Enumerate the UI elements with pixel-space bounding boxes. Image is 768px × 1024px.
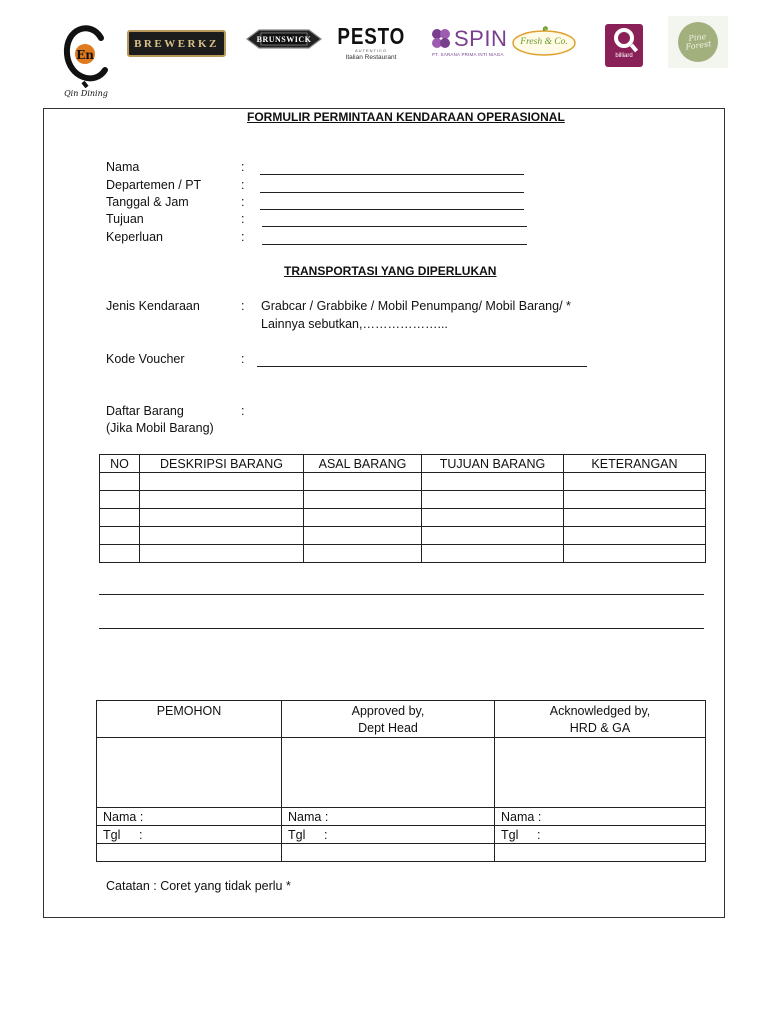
table-cell[interactable] [564,473,706,491]
table-cell[interactable] [564,527,706,545]
field-colon: : [241,352,245,366]
goods-col-no: NO [100,455,140,473]
spin-logo-name: SPIN [454,25,508,51]
field-line-nama[interactable] [260,174,524,175]
transport-heading: TRANSPORTASI YANG DIPERLUKAN [284,264,497,278]
table-cell[interactable] [304,509,422,527]
qin-dining-logo [56,18,116,100]
goods-note: (Jika Mobil Barang) [106,421,214,435]
table-cell[interactable] [422,509,564,527]
signature-col-pemohon [97,701,282,738]
vehicle-other[interactable]: Lainnya sebutkan,………………... [261,317,448,331]
form-title: FORMULIR PERMINTAAN KENDARAAN OPERASIONAL [247,110,565,124]
table-cell[interactable] [140,509,304,527]
signature-date-colon: : [324,827,328,842]
signature-blank-cell[interactable] [282,844,495,862]
field-colon: : [241,299,245,313]
voucher-line[interactable] [257,366,587,367]
green-logo-text: Pine Forest [685,31,712,52]
table-row [100,545,706,563]
table-cell[interactable] [564,509,706,527]
signature-col-subtitle: HRD & GA [569,721,631,735]
signature-col-subtitle: Dept Head [358,721,418,735]
table-row [100,509,706,527]
table-cell[interactable] [140,491,304,509]
brunswick-logo [245,26,323,52]
signature-date-cell[interactable] [97,826,282,844]
brunswick-logo-text: BRUNSWICK [256,34,312,44]
signature-col-approved [282,701,495,738]
field-line-tujuan[interactable] [262,226,527,227]
free-text-line-2[interactable] [99,628,704,629]
signature-date-label: Tgl [103,827,121,842]
table-cell[interactable] [422,473,564,491]
field-line-keperluan[interactable] [262,244,527,245]
field-line-tanggal-jam[interactable] [260,209,524,210]
qin-dining-caption: Qin Dining [64,89,108,98]
signature-date-colon: : [537,827,541,842]
signature-table [96,700,706,862]
field-colon: : [241,404,245,418]
signature-name-label: Nama : [288,809,329,824]
spin-logo [430,22,508,60]
signature-name-label: Nama : [501,809,542,824]
vehicle-label: Jenis Kendaraan [106,299,200,313]
goods-col-tujuan: TUJUAN BARANG [422,455,564,473]
brewerkz-logo-text: BREWERKZ [134,37,219,50]
table-cell[interactable] [304,473,422,491]
spin-logo-subtitle: PT. SARANA PRIMA INTI NIAGA [432,51,504,57]
spin-clover-icon [430,28,452,50]
field-colon: : [241,212,245,226]
qin-en-mark-icon [61,20,111,88]
fresh-logo-text: Fresh & Co. [520,37,568,47]
signature-blank-cell[interactable] [495,844,706,862]
signature-date-row [97,826,706,844]
table-cell[interactable] [100,527,140,545]
pesto-logo-name: PESTO [337,23,405,49]
signature-col-title: PEMOHON [156,704,222,718]
brewerkz-logo [127,30,226,57]
table-row [100,491,706,509]
goods-table [99,454,706,563]
table-cell[interactable] [304,545,422,563]
field-label-nama: Nama [106,160,140,174]
vehicle-options[interactable]: Grabcar / Grabbike / Mobil Penumpang/ Mobil Barang/ * [261,299,571,313]
signature-date-label: Tgl [501,827,519,842]
signature-name-cell[interactable] [282,808,495,826]
signature-date-colon: : [139,827,143,842]
table-cell[interactable] [100,473,140,491]
field-label-tanggal-jam: Tanggal & Jam [106,195,189,209]
signature-blank-row [97,844,706,862]
table-cell[interactable] [100,491,140,509]
table-cell[interactable] [422,527,564,545]
goods-col-deskripsi: DESKRIPSI BARANG [140,455,304,473]
signature-name-row [97,808,706,826]
signature-date-cell[interactable] [282,826,495,844]
table-cell[interactable] [422,545,564,563]
green-circle-icon [678,22,718,62]
field-colon: : [241,160,245,174]
table-row [100,473,706,491]
field-colon: : [241,195,245,209]
field-label-tujuan: Tujuan [106,212,144,226]
signature-space-row [97,738,706,808]
field-colon: : [241,178,245,192]
q-billiard-logo [605,24,643,67]
fresh-and-co-logo [511,26,577,58]
form-note: Catatan : Coret yang tidak perlu * [106,879,291,893]
signature-date-label: Tgl [288,827,306,842]
pesto-logo-tagline: AUTENTICO [354,48,388,53]
field-line-departemen[interactable] [260,192,524,193]
signature-col-title: Acknowledged by, [549,704,651,718]
table-cell[interactable] [422,491,564,509]
signature-name-label: Nama : [103,809,144,824]
signature-name-cell[interactable] [495,808,706,826]
signature-col-acknowledged [495,701,706,738]
signature-col-title: Approved by, [351,704,425,718]
signature-blank-cell[interactable] [97,844,282,862]
signature-name-cell[interactable] [97,808,282,826]
billiard-logo-text: billiard [615,53,633,59]
green-circle-logo [668,16,728,68]
signature-box-acknowledged[interactable] [495,738,706,808]
goods-label: Daftar Barang [106,404,184,418]
q-letter-icon [614,28,634,48]
table-cell[interactable] [564,491,706,509]
goods-col-asal: ASAL BARANG [304,455,422,473]
table-row [100,527,706,545]
signature-date-cell[interactable] [495,826,706,844]
field-label-departemen: Departemen / PT [106,178,202,192]
signature-box-pemohon[interactable] [97,738,282,808]
goods-table-header-row [100,455,706,473]
pesto-logo-subtitle: Italian Restaurant [345,54,397,61]
table-cell[interactable] [140,527,304,545]
field-colon: : [241,230,245,244]
table-cell[interactable] [304,491,422,509]
table-cell[interactable] [100,509,140,527]
pesto-logo [338,22,404,64]
svg-text:En: En [76,48,94,62]
table-cell[interactable] [304,527,422,545]
field-label-keperluan: Keperluan [106,230,163,244]
table-cell[interactable] [564,545,706,563]
signature-box-approved[interactable] [282,738,495,808]
free-text-line-1[interactable] [99,594,704,595]
table-cell[interactable] [140,545,304,563]
table-cell[interactable] [140,473,304,491]
goods-col-keterangan: KETERANGAN [564,455,706,473]
signature-header-row [97,701,706,738]
table-cell[interactable] [100,545,140,563]
voucher-label: Kode Voucher [106,352,185,366]
